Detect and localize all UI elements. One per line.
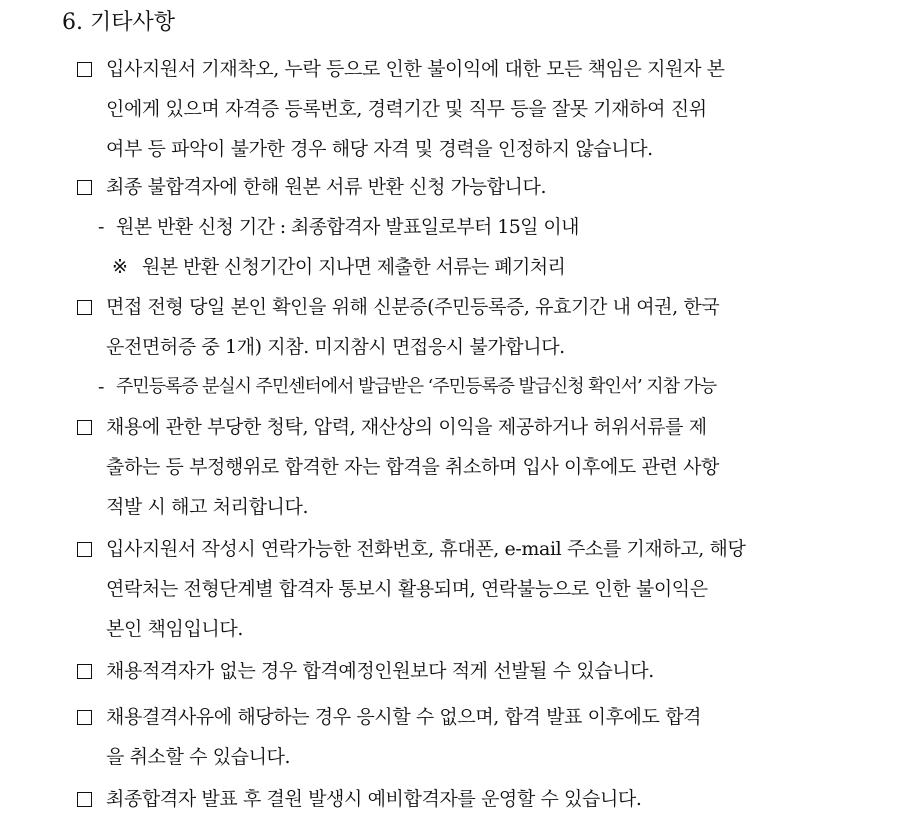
item-line: 채용적격자가 없는 경우 합격예정인원보다 적게 선발될 수 있습니다. — [106, 660, 654, 682]
reference-mark-icon: ※ — [112, 256, 128, 278]
item-line: 채용에 관한 부당한 청탁, 압력, 재산상의 이익을 제공하거나 허위서류를 제 — [106, 416, 707, 438]
item-line: 운전면허증 중 1개) 지참. 미지참시 면접응시 불가합니다. — [106, 336, 565, 358]
item-line: 최종합격자 발표 후 결원 발생시 예비합격자를 운영할 수 있습니다. — [106, 788, 642, 810]
item-line: 여부 등 파악이 불가한 경우 해당 자격 및 경력을 인정하지 않습니다. — [106, 138, 653, 160]
item-line: 입사지원서 기재착오, 누락 등으로 인한 불이익에 대한 모든 책임은 지원자 본 — [106, 58, 725, 80]
item-line: 면접 전형 당일 본인 확인을 위해 신분증(주민등록증, 유효기간 내 여권, 한국 — [106, 296, 720, 318]
item-line: 최종 불합격자에 한해 원본 서류 반환 신청 가능합니다. — [106, 176, 547, 198]
sub-item-line: 주민등록증 분실시 주민센터에서 발급받은 ‘주민등록증 발급신청 확인서’ 지참 가능 — [116, 376, 717, 397]
checkbox-icon — [77, 542, 92, 557]
checkbox-icon — [77, 300, 92, 315]
note-line: 원본 반환 신청기간이 지나면 제출한 서류는 폐기처리 — [142, 256, 566, 278]
checkbox-icon — [77, 180, 92, 195]
section-title-text: 기타사항 — [90, 10, 176, 35]
item-line: 출하는 등 부정행위로 합격한 자는 합격을 취소하며 입사 이후에도 관련 사항 — [106, 456, 719, 478]
item-line: 연락처는 전형단계별 합격자 통보시 활용되며, 연락불능으로 인한 불이익은 — [106, 578, 708, 600]
item-line: 채용결격사유에 해당하는 경우 응시할 수 없으며, 합격 발표 이후에도 합격 — [106, 706, 702, 728]
dash-bullet-icon: - — [98, 216, 105, 238]
checkbox-icon — [77, 792, 92, 807]
checkbox-icon — [77, 62, 92, 77]
dash-bullet-icon: - — [98, 376, 105, 398]
item-line: 을 취소할 수 있습니다. — [106, 746, 291, 768]
checkbox-icon — [77, 420, 92, 435]
item-line: 입사지원서 작성시 연락가능한 전화번호, 휴대폰, e-mail 주소를 기재하고, 해당 — [106, 538, 746, 560]
item-line: 적발 시 해고 처리합니다. — [106, 496, 309, 518]
sub-item-line: 원본 반환 신청 기간 : 최종합격자 발표일로부터 15일 이내 — [116, 216, 579, 238]
checkbox-icon — [77, 664, 92, 679]
section-number: 6. — [62, 10, 83, 35]
checkbox-icon — [77, 710, 92, 725]
item-line: 인에게 있으며 자격증 등록번호, 경력기간 및 직무 등을 잘못 기재하여 진위 — [106, 98, 707, 120]
section-title — [62, 9, 175, 37]
item-line: 본인 책임입니다. — [106, 618, 243, 640]
